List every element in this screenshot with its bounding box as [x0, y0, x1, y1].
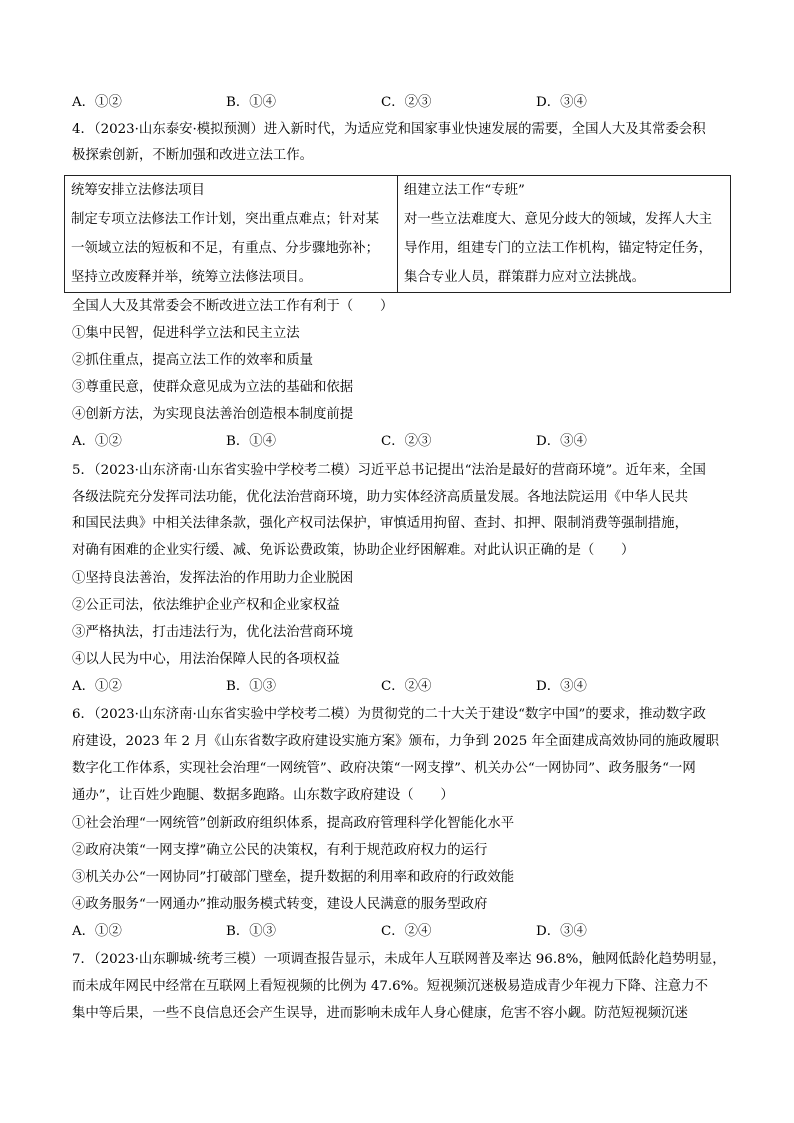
q4-question: 全国人大及其常委会不断改进立法工作有利于（ ） — [72, 299, 394, 314]
q6-stem-line-1: 6．（2023·山东济南·山东省实验中学校考二模）为贯彻党的二十大关于建设“数字中国”的要求，推动数字政 — [72, 707, 706, 722]
q4-option-a[interactable]: A．①② — [72, 434, 122, 449]
q4-option-c[interactable]: C．②③ — [381, 434, 432, 449]
q6-item-3: ③机关办公“一网协同”打破部门壁垒，提升数据的利用率和政府的行政效能 — [72, 870, 515, 885]
q6-option-d[interactable]: D．③④ — [536, 924, 587, 939]
q4-stem-line-2: 极探索创新，不断加强和改进立法工作。 — [72, 148, 314, 163]
table-right-line: 集合专业人员，群策群力应对立法挑战。 — [404, 270, 646, 285]
q4-options — [72, 432, 672, 452]
q4-option-d[interactable]: D．③④ — [536, 434, 587, 449]
q4-item-3: ③尊重民意，使群众意见成为立法的基础和依据 — [72, 380, 354, 395]
q7-stem-line-2: 而未成年网民中经常在互联网上看短视频的比例为 47.6%。短视频沉迷极易造成青少年视力下降、注意力不 — [72, 979, 708, 994]
q5-options — [72, 677, 672, 697]
q4-material-table — [64, 175, 731, 293]
q5-item-1: ①坚持良法善治，发挥法治的作用助力企业脱困 — [72, 571, 354, 586]
q6-stem-line-2: 府建设，2023 年 2 月《山东省数字政府建设实施方案》颁布，力争到 2025 年全面建成高效协同的施政履职 — [72, 734, 719, 749]
q5-option-d[interactable]: D．③④ — [536, 679, 587, 694]
q5-item-4: ④以人民为中心，用法治保障人民的各项权益 — [72, 652, 340, 667]
q5-item-3: ③严格执法，打击违法行为，优化法治营商环境 — [72, 625, 354, 640]
q3-option-b[interactable]: B．①④ — [226, 95, 277, 110]
table-cell-right — [398, 176, 731, 293]
q6-option-c[interactable]: C．②④ — [381, 924, 432, 939]
table-left-line: 一领域立法的短板和不足，有重点、分步骤地弥补； — [71, 241, 379, 256]
q6-options — [72, 922, 672, 942]
q5-stem-line-2: 各级法院充分发挥司法功能，优化法治营商环境，助力实体经济高质量发展。各地法院运用《中华人民共 — [72, 490, 688, 505]
table-left-line: 制定专项立法修法工作计划，突出重点难点；针对某 — [71, 212, 379, 227]
q5-option-a[interactable]: A．①② — [72, 679, 122, 694]
q7-stem-line-1: 7．（2023·山东聊城·统考三模）一项调查报告显示，未成年人互联网普及率达 96.8%，触网低龄化趋势明显， — [72, 952, 726, 967]
q4-item-4: ④创新方法，为实现良法善治创造根本制度前提 — [72, 407, 354, 422]
q6-item-2: ②政府决策“一网支撑”确立公民的决策权，有利于规范政府权力的运行 — [72, 843, 488, 858]
q5-option-c[interactable]: C．②④ — [381, 679, 432, 694]
q6-stem-line-3: 数字化工作体系，实现社会治理“一网统管”、政府决策“一网支撑”、机关办公“一网协同”、政务服务“一网 — [72, 761, 696, 776]
q7-stem-line-3: 集中等后果，一些不良信息还会产生误导，进而影响未成年人身心健康，危害不容小觑。防范短视频沉迷 — [72, 1006, 688, 1021]
q4-item-1: ①集中民智，促进科学立法和民主立法 — [72, 326, 300, 341]
q5-option-b[interactable]: B．①③ — [226, 679, 277, 694]
q6-item-4: ④政务服务“一网通办”推动服务模式转变，建设人民满意的服务型政府 — [72, 897, 488, 912]
q6-item-1: ①社会治理“一网统管”创新政府组织体系，提高政府管理科学化智能化水平 — [72, 816, 515, 831]
q4-stem-line-1: 4．（2023·山东泰安·模拟预测）进入新时代，为适应党和国家事业快速发展的需要，全国人大及其常委会积 — [72, 122, 706, 137]
table-right-heading: 组建立法工作“专班” — [404, 183, 525, 198]
q3-option-d[interactable]: D．③④ — [536, 95, 587, 110]
q5-stem-line-4: 对确有困难的企业实行缓、减、免诉讼费政策，协助企业纾困解难。对此认识正确的是（ ） — [72, 543, 635, 558]
q4-item-2: ②抓住重点，提高立法工作的效率和质量 — [72, 353, 314, 368]
table-right-line: 对一些立法难度大、意见分歧大的领域，发挥人大主 — [404, 212, 712, 227]
q3-options — [72, 93, 672, 113]
q3-option-c[interactable]: C．②③ — [381, 95, 432, 110]
table-cell-left — [65, 176, 398, 293]
q4-option-b[interactable]: B．①④ — [226, 434, 277, 449]
q5-item-2: ②公正司法，依法维护企业产权和企业家权益 — [72, 598, 340, 613]
q5-stem-line-1: 5．（2023·山东济南·山东省实验中学校考二模）习近平总书记提出“法治是最好的营商环境”。近年来，全国 — [72, 463, 706, 478]
q6-option-b[interactable]: B．①③ — [226, 924, 277, 939]
table-left-heading: 统筹安排立法修法项目 — [71, 183, 205, 198]
table-left-line: 坚持立改废释并举，统筹立法修法项目。 — [71, 270, 313, 285]
q6-option-a[interactable]: A．①② — [72, 924, 122, 939]
q3-option-a[interactable]: A．①② — [72, 95, 122, 110]
q6-stem-line-4: 通办”，让百姓少跑腿、数据多跑路。山东数字政府建设（ ） — [72, 788, 454, 803]
q5-stem-line-3: 和国民法典》中相关法律条款，强化产权司法保护，审慎适用拘留、查封、扣押、限制消费等强制措施， — [72, 516, 688, 531]
table-right-line: 导作用，组建专门的立法工作机构，锚定特定任务， — [404, 241, 712, 256]
